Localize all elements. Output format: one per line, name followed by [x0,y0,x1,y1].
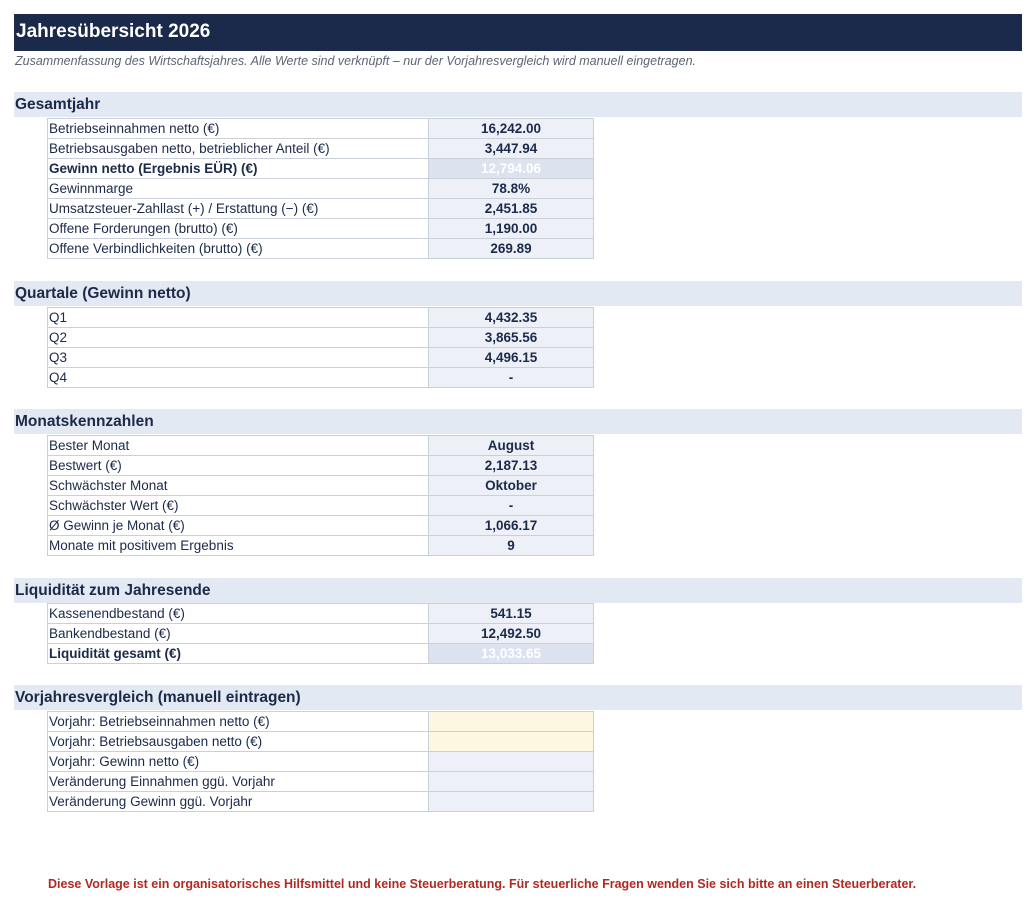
row-label: Vorjahr: Gewinn netto (€) [48,752,429,772]
row-value-cell[interactable]: 1,066.17 [429,516,594,536]
section-header-liquiditaet [14,578,1022,603]
table-row [48,772,594,792]
vorjahresvergleich-table [47,711,594,812]
table-row [48,536,594,556]
row-label: Bankendbestand (€) [48,624,429,644]
table-row [48,348,594,368]
table-row [48,139,594,159]
row-label: Offene Forderungen (brutto) (€) [48,219,429,239]
row-value-cell[interactable]: 12,794.06 [429,159,594,179]
table-row [48,496,594,516]
table-row [48,368,594,388]
section-title: Liquidität zum Jahresende [15,582,211,599]
row-label: Gewinnmarge [48,179,429,199]
row-value-cell[interactable] [429,752,594,772]
section-title: Gesamtjahr [15,96,101,113]
row-label: Bestwert (€) [48,456,429,476]
row-label: Bester Monat [48,436,429,456]
table-row [48,712,594,732]
row-value-cell[interactable]: - [429,496,594,516]
input-cell-vorjahr-ausgaben[interactable] [429,732,594,752]
table-row [48,792,594,812]
table-row-total [48,159,594,179]
row-value-cell[interactable]: 3,447.94 [429,139,594,159]
section-title: Vorjahresvergleich (manuell eintragen) [15,689,301,706]
row-value-cell[interactable]: 13,033.65 [429,644,594,664]
table-row [48,239,594,259]
input-cell-vorjahr-einnahmen[interactable] [429,712,594,732]
liquiditaet-table [47,603,594,664]
row-value-cell[interactable]: 4,432.35 [429,308,594,328]
gesamtjahr-table [47,118,594,259]
table-row [48,476,594,496]
row-value-cell[interactable]: 16,242.00 [429,119,594,139]
table-row [48,179,594,199]
table-row [48,308,594,328]
row-label: Umsatzsteuer-Zahllast (+) / Erstattung (−) (€) [48,199,429,219]
row-label: Schwächster Monat [48,476,429,496]
table-row [48,624,594,644]
table-row [48,456,594,476]
row-value-cell[interactable]: - [429,368,594,388]
section-header-gesamtjahr [14,92,1022,117]
disclaimer-text: Diese Vorlage ist ein organisatorisches Hilfsmittel und keine Steuerberatung. Für steuerliche Fragen wenden Sie sich bitte an einen Steuerberater. [48,877,917,891]
row-label: Betriebsausgaben netto, betrieblicher Anteil (€) [48,139,429,159]
table-row [48,436,594,456]
row-value-cell[interactable]: 541.15 [429,604,594,624]
row-label: Offene Verbindlichkeiten (brutto) (€) [48,239,429,259]
row-label: Kassenendbestand (€) [48,604,429,624]
table-row-total [48,644,594,664]
row-label: Ø Gewinn je Monat (€) [48,516,429,536]
table-row [48,516,594,536]
row-value-cell[interactable]: 9 [429,536,594,556]
table-row [48,328,594,348]
section-header-vorjahresvergleich [14,685,1022,710]
row-value-cell[interactable]: 4,496.15 [429,348,594,368]
table-row [48,604,594,624]
row-value-cell[interactable]: 78.8% [429,179,594,199]
row-label: Vorjahr: Betriebsausgaben netto (€) [48,732,429,752]
table-row [48,199,594,219]
row-value-cell[interactable]: 2,187.13 [429,456,594,476]
row-label: Q3 [48,348,429,368]
row-label: Gewinn netto (Ergebnis EÜR) (€) [48,159,429,179]
row-value-cell[interactable] [429,792,594,812]
row-label: Schwächster Wert (€) [48,496,429,516]
table-row [48,219,594,239]
row-label: Q2 [48,328,429,348]
row-value-cell[interactable]: 269.89 [429,239,594,259]
row-value-cell[interactable]: 2,451.85 [429,199,594,219]
table-row [48,119,594,139]
row-value-cell[interactable]: August [429,436,594,456]
page-subtitle: Zusammenfassung des Wirtschaftsjahres. Alle Werte sind verknüpft – nur der Vorjahresvergleich wird manuell eingetragen. [15,54,696,68]
row-label: Liquidität gesamt (€) [48,644,429,664]
row-label: Veränderung Einnahmen ggü. Vorjahr [48,772,429,792]
section-header-monatskennzahlen [14,409,1022,434]
row-value-cell[interactable]: 1,190.00 [429,219,594,239]
row-label: Q1 [48,308,429,328]
section-header-quartale [14,281,1022,306]
title-bar [14,14,1022,51]
row-value-cell[interactable]: 3,865.56 [429,328,594,348]
row-label: Monate mit positivem Ergebnis [48,536,429,556]
row-label: Q4 [48,368,429,388]
row-label: Vorjahr: Betriebseinnahmen netto (€) [48,712,429,732]
row-value-cell[interactable]: Oktober [429,476,594,496]
row-label: Betriebseinnahmen netto (€) [48,119,429,139]
row-value-cell[interactable]: 12,492.50 [429,624,594,644]
section-title: Quartale (Gewinn netto) [15,285,191,302]
quartale-table [47,307,594,388]
section-title: Monatskennzahlen [15,413,154,430]
row-label: Veränderung Gewinn ggü. Vorjahr [48,792,429,812]
monatskennzahlen-table [47,435,594,556]
row-value-cell[interactable] [429,772,594,792]
table-row [48,752,594,772]
page-title: Jahresübersicht 2026 [16,21,211,42]
table-row [48,732,594,752]
